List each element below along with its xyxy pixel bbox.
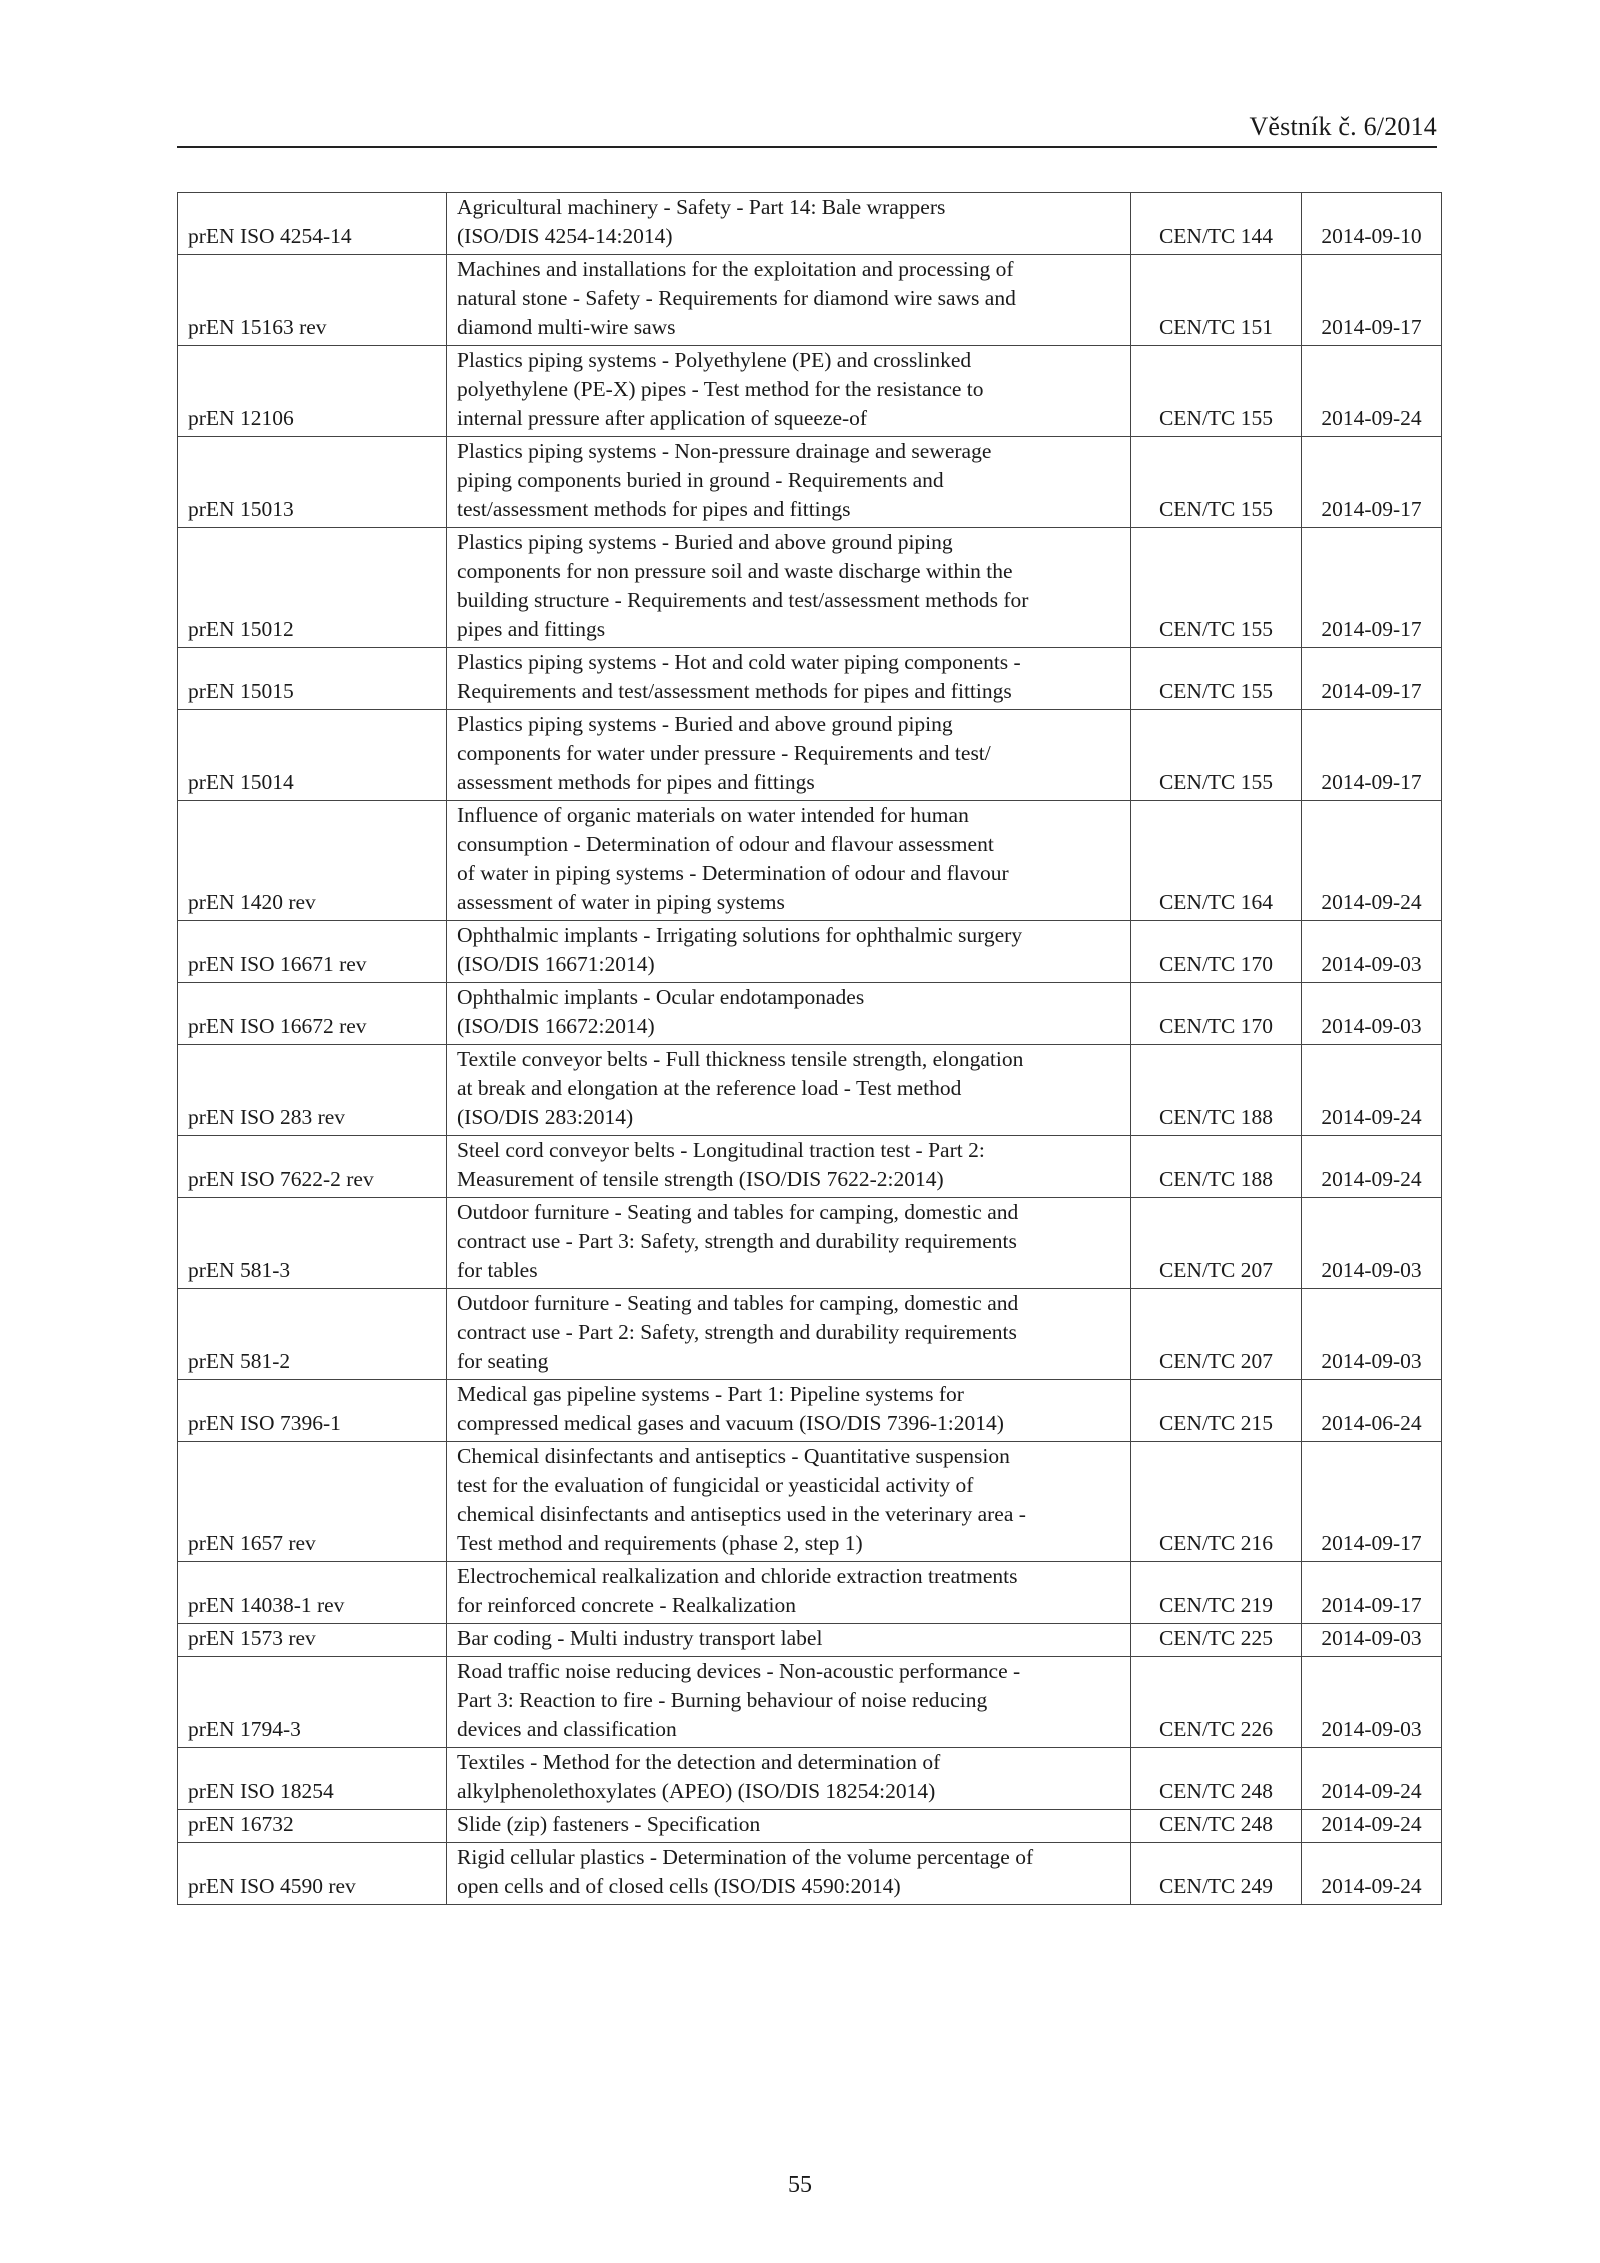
technical-committee-cell: CEN/TC 216 — [1131, 1442, 1302, 1562]
standard-description-cell — [447, 1136, 1131, 1198]
standard-description-cell — [447, 1624, 1131, 1657]
technical-committee-cell: CEN/TC 170 — [1131, 921, 1302, 983]
deadline-date-cell: 2014-09-24 — [1302, 346, 1442, 437]
description-text: Ophthalmic implants - Ocular endotamponades (ISO/DIS 16672:2014) — [457, 985, 865, 1038]
standard-code-cell: prEN 15015 — [178, 648, 447, 710]
standard-description-cell — [447, 1380, 1131, 1442]
page-number: 55 — [788, 2172, 812, 2198]
deadline-date-cell: 2014-09-03 — [1302, 1289, 1442, 1380]
standard-description-cell — [447, 1810, 1131, 1843]
standards-table — [177, 192, 1442, 1905]
table-row — [178, 1380, 1442, 1442]
standard-description-cell — [447, 255, 1131, 346]
standard-code-cell: prEN 1657 rev — [178, 1442, 447, 1562]
deadline-date-cell: 2014-09-17 — [1302, 1562, 1442, 1624]
standard-description-cell — [447, 193, 1131, 255]
description-text: Machines and installations for the exploitation and processing of natural stone - Safety - Requirements for diamond wire saws and diamond multi-wire saws — [457, 257, 1016, 339]
deadline-date-cell: 2014-09-24 — [1302, 801, 1442, 921]
standard-code-cell: prEN 15163 rev — [178, 255, 447, 346]
technical-committee-cell: CEN/TC 155 — [1131, 346, 1302, 437]
standard-description-cell — [447, 710, 1131, 801]
table-row — [178, 1657, 1442, 1748]
standard-description-cell — [447, 528, 1131, 648]
table-row — [178, 1442, 1442, 1562]
description-text: Plastics piping systems - Buried and above ground piping components for water under pressure - Requirements and test/ assessment methods for pipes and fittings — [457, 712, 991, 794]
technical-committee-cell: CEN/TC 215 — [1131, 1380, 1302, 1442]
table-row — [178, 255, 1442, 346]
table-row — [178, 1843, 1442, 1905]
standard-code-cell: prEN 1420 rev — [178, 801, 447, 921]
standard-description-cell — [447, 1657, 1131, 1748]
technical-committee-cell: CEN/TC 170 — [1131, 983, 1302, 1045]
deadline-date-cell: 2014-09-24 — [1302, 1843, 1442, 1905]
technical-committee-cell: CEN/TC 226 — [1131, 1657, 1302, 1748]
standard-description-cell — [447, 1748, 1131, 1810]
standard-code-cell: prEN ISO 7622-2 rev — [178, 1136, 447, 1198]
deadline-date-cell: 2014-09-17 — [1302, 710, 1442, 801]
standard-code-cell: prEN 581-2 — [178, 1289, 447, 1380]
description-text: Outdoor furniture - Seating and tables for camping, domestic and contract use - Part 3: Safety, strength and durability requirements for tables — [457, 1200, 1019, 1282]
standard-code-cell: prEN ISO 283 rev — [178, 1045, 447, 1136]
technical-committee-cell: CEN/TC 219 — [1131, 1562, 1302, 1624]
standard-code-cell: prEN 15013 — [178, 437, 447, 528]
description-text: Agricultural machinery - Safety - Part 14: Bale wrappers (ISO/DIS 4254-14:2014) — [457, 195, 946, 248]
technical-committee-cell: CEN/TC 188 — [1131, 1045, 1302, 1136]
deadline-date-cell: 2014-09-03 — [1302, 1657, 1442, 1748]
deadline-date-cell: 2014-09-03 — [1302, 1198, 1442, 1289]
standards-table-body — [178, 193, 1442, 1905]
technical-committee-cell: CEN/TC 155 — [1131, 437, 1302, 528]
table-row — [178, 1624, 1442, 1657]
page-header — [177, 108, 1437, 148]
standard-code-cell: prEN ISO 16672 rev — [178, 983, 447, 1045]
description-text: Plastics piping systems - Hot and cold water piping components - Requirements and test/assessment methods for pipes and fittings — [457, 650, 1021, 703]
standard-description-cell — [447, 1198, 1131, 1289]
standard-code-cell: prEN 14038-1 rev — [178, 1562, 447, 1624]
table-row — [178, 921, 1442, 983]
technical-committee-cell: CEN/TC 207 — [1131, 1198, 1302, 1289]
description-text: Slide (zip) fasteners - Specification — [457, 1812, 761, 1836]
standard-code-cell: prEN ISO 4254-14 — [178, 193, 447, 255]
technical-committee-cell: CEN/TC 249 — [1131, 1843, 1302, 1905]
technical-committee-cell: CEN/TC 248 — [1131, 1748, 1302, 1810]
table-row — [178, 710, 1442, 801]
standard-description-cell — [447, 1045, 1131, 1136]
standard-description-cell — [447, 1843, 1131, 1905]
standard-code-cell: prEN ISO 7396-1 — [178, 1380, 447, 1442]
standard-description-cell — [447, 801, 1131, 921]
deadline-date-cell: 2014-09-03 — [1302, 983, 1442, 1045]
standard-description-cell — [447, 921, 1131, 983]
deadline-date-cell: 2014-09-17 — [1302, 437, 1442, 528]
deadline-date-cell: 2014-09-24 — [1302, 1045, 1442, 1136]
standard-code-cell: prEN 1573 rev — [178, 1624, 447, 1657]
standard-code-cell: prEN 581-3 — [178, 1198, 447, 1289]
technical-committee-cell: CEN/TC 155 — [1131, 528, 1302, 648]
technical-committee-cell: CEN/TC 164 — [1131, 801, 1302, 921]
technical-committee-cell: CEN/TC 151 — [1131, 255, 1302, 346]
standard-description-cell — [447, 1289, 1131, 1380]
technical-committee-cell: CEN/TC 144 — [1131, 193, 1302, 255]
description-text: Electrochemical realkalization and chloride extraction treatments for reinforced concrete - Realkalization — [457, 1564, 1018, 1617]
standard-code-cell: prEN ISO 18254 — [178, 1748, 447, 1810]
table-row — [178, 1136, 1442, 1198]
description-text: Textiles - Method for the detection and determination of alkylphenolethoxylates (APEO) (ISO/DIS 18254:2014) — [457, 1750, 941, 1803]
table-row — [178, 1748, 1442, 1810]
standard-code-cell: prEN 1794-3 — [178, 1657, 447, 1748]
deadline-date-cell: 2014-09-17 — [1302, 1442, 1442, 1562]
table-row — [178, 983, 1442, 1045]
description-text: Plastics piping systems - Polyethylene (PE) and crosslinked polyethylene (PE-X) pipes - Test method for the resistance to internal pressure after application of squeeze-of — [457, 348, 984, 430]
table-row — [178, 1289, 1442, 1380]
standard-description-cell — [447, 1562, 1131, 1624]
description-text: Steel cord conveyor belts - Longitudinal traction test - Part 2: Measurement of tensile strength (ISO/DIS 7622-2:2014) — [457, 1138, 985, 1191]
description-text: Medical gas pipeline systems - Part 1: Pipeline systems for compressed medical gases and vacuum (ISO/DIS 7396-1:2014) — [457, 1382, 1004, 1435]
standard-description-cell — [447, 983, 1131, 1045]
standard-description-cell — [447, 437, 1131, 528]
description-text: Outdoor furniture - Seating and tables for camping, domestic and contract use - Part 2: Safety, strength and durability requirements for seating — [457, 1291, 1019, 1373]
deadline-date-cell: 2014-09-17 — [1302, 528, 1442, 648]
technical-committee-cell: CEN/TC 207 — [1131, 1289, 1302, 1380]
table-row — [178, 648, 1442, 710]
standard-code-cell: prEN ISO 16671 rev — [178, 921, 447, 983]
table-row — [178, 1198, 1442, 1289]
technical-committee-cell: CEN/TC 155 — [1131, 648, 1302, 710]
standard-code-cell: prEN 15014 — [178, 710, 447, 801]
description-text: Influence of organic materials on water intended for human consumption - Determination of odour and flavour assessment of water in piping systems - Determination of odour and flavour assessment of water in piping systems — [457, 803, 1009, 914]
table-row — [178, 1045, 1442, 1136]
description-text: Plastics piping systems - Buried and above ground piping components for non pressure soil and waste discharge within the building structure - Requirements and test/assessment methods for pipes and fittings — [457, 530, 1029, 641]
standard-description-cell — [447, 648, 1131, 710]
deadline-date-cell: 2014-06-24 — [1302, 1380, 1442, 1442]
deadline-date-cell: 2014-09-24 — [1302, 1136, 1442, 1198]
deadline-date-cell: 2014-09-10 — [1302, 193, 1442, 255]
description-text: Textile conveyor belts - Full thickness tensile strength, elongation at break and elongation at the reference load - Test method (ISO/DIS 283:2014) — [457, 1047, 1024, 1129]
standard-code-cell: prEN 16732 — [178, 1810, 447, 1843]
deadline-date-cell: 2014-09-17 — [1302, 255, 1442, 346]
technical-committee-cell: CEN/TC 155 — [1131, 710, 1302, 801]
deadline-date-cell: 2014-09-03 — [1302, 921, 1442, 983]
description-text: Bar coding - Multi industry transport label — [457, 1626, 823, 1650]
description-text: Ophthalmic implants - Irrigating solutions for ophthalmic surgery (ISO/DIS 16671:2014) — [457, 923, 1023, 976]
deadline-date-cell: 2014-09-03 — [1302, 1624, 1442, 1657]
table-row — [178, 1562, 1442, 1624]
standard-code-cell: prEN ISO 4590 rev — [178, 1843, 447, 1905]
technical-committee-cell: CEN/TC 225 — [1131, 1624, 1302, 1657]
standard-description-cell — [447, 346, 1131, 437]
journal-title: Věstník č. 6/2014 — [1249, 112, 1437, 141]
description-text: Road traffic noise reducing devices - Non-acoustic performance - Part 3: Reaction to fire - Burning behaviour of noise reducing devices and classification — [457, 1659, 1021, 1741]
table-row — [178, 801, 1442, 921]
deadline-date-cell: 2014-09-17 — [1302, 648, 1442, 710]
table-row — [178, 437, 1442, 528]
deadline-date-cell: 2014-09-24 — [1302, 1748, 1442, 1810]
table-row — [178, 1810, 1442, 1843]
standard-code-cell: prEN 12106 — [178, 346, 447, 437]
table-row — [178, 346, 1442, 437]
table-row — [178, 193, 1442, 255]
technical-committee-cell: CEN/TC 248 — [1131, 1810, 1302, 1843]
technical-committee-cell: CEN/TC 188 — [1131, 1136, 1302, 1198]
description-text: Rigid cellular plastics - Determination of the volume percentage of open cells and of closed cells (ISO/DIS 4590:2014) — [457, 1845, 1034, 1898]
description-text: Plastics piping systems - Non-pressure drainage and sewerage piping components buried in ground - Requirements and test/assessment methods for pipes and fittings — [457, 439, 992, 521]
description-text: Chemical disinfectants and antiseptics - Quantitative suspension test for the evaluation of fungicidal or yeasticidal activity of chemical disinfectants and antiseptics used in the veterinary area - Test method and requirements (phase 2, step 1) — [457, 1444, 1026, 1555]
standard-code-cell: prEN 15012 — [178, 528, 447, 648]
deadline-date-cell: 2014-09-24 — [1302, 1810, 1442, 1843]
table-row — [178, 528, 1442, 648]
standard-description-cell — [447, 1442, 1131, 1562]
